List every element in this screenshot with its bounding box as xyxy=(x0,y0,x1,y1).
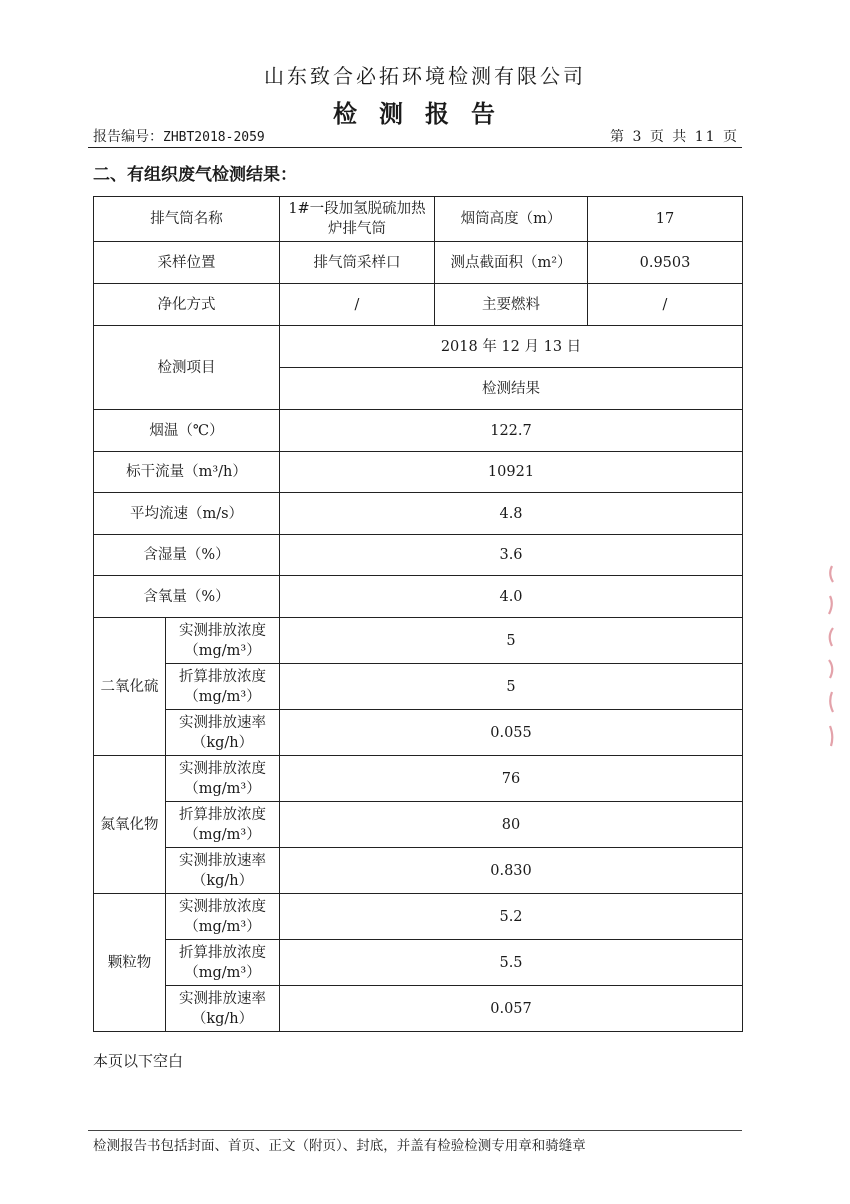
metric-value: 76 xyxy=(280,756,743,802)
table-row xyxy=(94,197,743,242)
metric-label xyxy=(166,664,280,710)
param-value: 4.0 xyxy=(280,576,743,618)
metric-name: 实测排放速率 xyxy=(179,852,266,869)
fuel-value: / xyxy=(588,284,743,326)
metric-value: 5.2 xyxy=(280,894,743,940)
metric-label xyxy=(166,710,280,756)
param-value: 122.7 xyxy=(280,410,743,452)
result-label: 检测结果 xyxy=(280,368,743,410)
metric-unit: （mg/m³） xyxy=(184,780,261,797)
pollutant-name: 颗粒物 xyxy=(94,894,166,1032)
metric-unit: （mg/m³） xyxy=(184,918,261,935)
param-label: 平均流速（m/s） xyxy=(94,493,280,535)
metric-unit: （mg/m³） xyxy=(184,964,261,981)
section-area-value: 0.9503 xyxy=(588,242,743,284)
metric-name: 实测排放浓度 xyxy=(179,898,266,915)
metric-name: 折算排放浓度 xyxy=(179,944,266,961)
param-value: 3.6 xyxy=(280,535,743,576)
purification-value: / xyxy=(280,284,435,326)
metric-value: 5 xyxy=(280,618,743,664)
metric-value: 80 xyxy=(280,802,743,848)
table-row xyxy=(94,535,743,576)
table-row xyxy=(94,242,743,284)
param-label: 标干流量（m³/h） xyxy=(94,452,280,493)
table-row xyxy=(94,986,743,1032)
section-area-label: 测点截面积（m²） xyxy=(435,242,588,284)
table-row xyxy=(94,848,743,894)
param-label: 含湿量（%） xyxy=(94,535,280,576)
table-row xyxy=(94,664,743,710)
table-row xyxy=(94,940,743,986)
metric-unit: （mg/m³） xyxy=(184,826,261,843)
param-value: 10921 xyxy=(280,452,743,493)
metric-label xyxy=(166,618,280,664)
metric-unit: （mg/m³） xyxy=(184,688,261,705)
table-row xyxy=(94,326,743,368)
stack-name-value: 1#一段加氢脱硫加热炉排气筒 xyxy=(280,197,435,242)
metric-name: 实测排放浓度 xyxy=(179,760,266,777)
stack-height-label: 烟筒高度（m） xyxy=(435,197,588,242)
metric-value: 5 xyxy=(280,664,743,710)
param-label: 烟温（℃） xyxy=(94,410,280,452)
document-title: 检测报告 xyxy=(333,99,517,128)
metric-value: 0.057 xyxy=(280,986,743,1032)
metric-name: 折算排放浓度 xyxy=(179,806,266,823)
metric-label xyxy=(166,894,280,940)
table-row xyxy=(94,894,743,940)
table-row xyxy=(94,493,743,535)
pollutant-name: 二氧化硫 xyxy=(94,618,166,756)
footer-divider xyxy=(88,1130,742,1131)
metric-label xyxy=(166,802,280,848)
table-row xyxy=(94,576,743,618)
table-row xyxy=(94,756,743,802)
metric-name: 实测排放浓度 xyxy=(179,622,266,639)
results-table xyxy=(93,196,743,1032)
blank-below-note: 本页以下空白 xyxy=(93,1052,184,1070)
test-item-label: 检测项目 xyxy=(94,326,280,410)
metric-label xyxy=(166,848,280,894)
table-row xyxy=(94,802,743,848)
section-title: 二、有组织废气检测结果： xyxy=(93,165,297,185)
param-value: 4.8 xyxy=(280,493,743,535)
purification-label: 净化方式 xyxy=(94,284,280,326)
sampling-position-value: 排气筒采样口 xyxy=(280,242,435,284)
metric-name: 实测排放速率 xyxy=(179,990,266,1007)
metric-label xyxy=(166,756,280,802)
table-row xyxy=(94,618,743,664)
metric-unit: （kg/h） xyxy=(191,872,254,889)
metric-name: 实测排放速率 xyxy=(179,714,266,731)
table-row xyxy=(94,284,743,326)
table-row xyxy=(94,410,743,452)
metric-label xyxy=(166,986,280,1032)
report-number xyxy=(93,126,265,146)
metric-unit: （kg/h） xyxy=(191,1010,254,1027)
table-row xyxy=(94,710,743,756)
metric-unit: （kg/h） xyxy=(191,734,254,751)
metric-value: 0.830 xyxy=(280,848,743,894)
metric-value: 0.055 xyxy=(280,710,743,756)
param-label: 含氧量（%） xyxy=(94,576,280,618)
fuel-label: 主要燃料 xyxy=(435,284,588,326)
page-info: 第 3 页 共 11 页 xyxy=(610,129,739,145)
test-date: 2018 年 12 月 13 日 xyxy=(280,326,743,368)
header-divider xyxy=(88,147,742,148)
metric-label xyxy=(166,940,280,986)
pollutant-name: 氮氧化物 xyxy=(94,756,166,894)
metric-name: 折算排放浓度 xyxy=(179,668,266,685)
metric-unit: （mg/m³） xyxy=(184,642,261,659)
sampling-position-label: 采样位置 xyxy=(94,242,280,284)
stack-name-label: 排气筒名称 xyxy=(94,197,280,242)
table-row xyxy=(94,452,743,493)
stack-height-value: 17 xyxy=(588,197,743,242)
metric-value: 5.5 xyxy=(280,940,743,986)
company-name: 山东致合必拓环境检测有限公司 xyxy=(264,64,586,88)
seam-seal-mark xyxy=(820,556,842,756)
report-header-row xyxy=(93,126,739,146)
report-number-value: ZHBT2018-2059 xyxy=(163,130,265,145)
report-number-label: 报告编号： xyxy=(93,129,163,145)
footer-text: 检测报告书包括封面、首页、正文（附页）、封底，并盖有检验检测专用章和骑缝章 xyxy=(93,1138,586,1154)
